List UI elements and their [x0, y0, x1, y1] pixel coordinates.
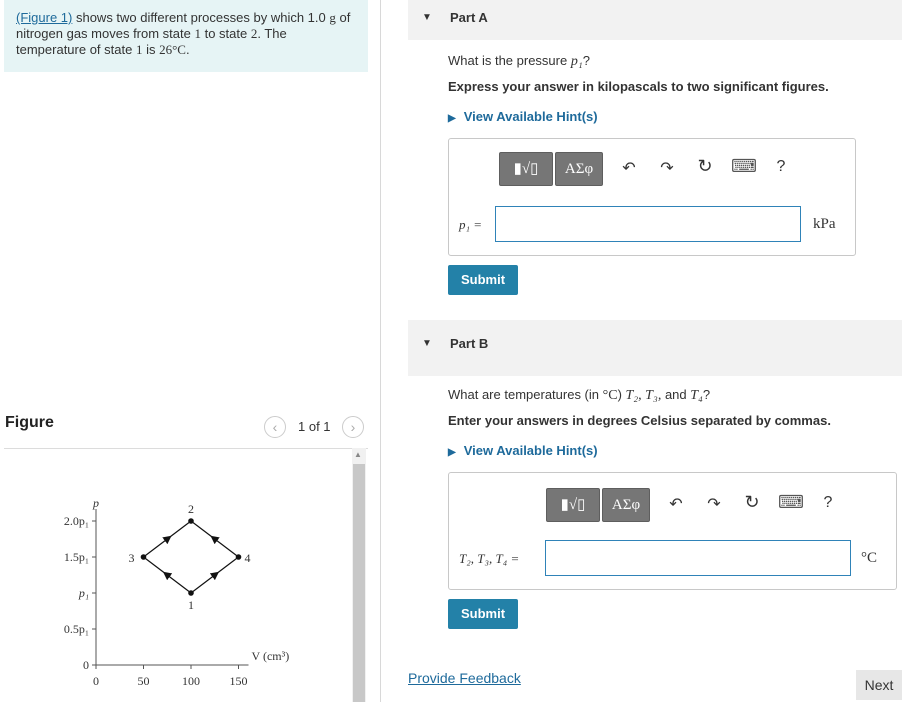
x-tick-label: 50: [137, 674, 150, 688]
templates-button[interactable]: ▮√▯: [546, 488, 600, 522]
part-b-question: [448, 387, 710, 404]
part-a-hint-text: View Available Hint(s): [463, 109, 598, 124]
part-b-question-unit: °C: [602, 388, 618, 403]
x-tick-label: 0: [93, 674, 99, 688]
part-b-header[interactable]: [408, 320, 902, 376]
pv-diagram: [0, 452, 350, 702]
scroll-up-icon[interactable]: ▲: [354, 450, 362, 459]
state-point: [188, 518, 194, 524]
keyboard-icon[interactable]: ⌨: [731, 156, 757, 176]
symbols-button[interactable]: ΑΣφ: [602, 488, 650, 522]
part-a-answer-input[interactable]: [495, 206, 801, 242]
x-axis-label: V (cm³): [251, 649, 290, 663]
state-label: 1: [188, 598, 194, 612]
part-b-submit-button[interactable]: Submit: [448, 599, 518, 629]
y-tick-label: 0: [83, 658, 89, 672]
undo-icon[interactable]: ↶: [622, 160, 636, 177]
part-b-input-label: T₂, T₃, T₄ =: [459, 551, 520, 566]
collapse-triangle-icon: ▼: [422, 338, 432, 349]
x-tick-label: 100: [182, 674, 200, 688]
part-a-answer-box: [448, 138, 856, 256]
part-b-question-d: ?: [702, 387, 711, 402]
templates-button[interactable]: ▮√▯: [499, 152, 553, 186]
help-icon[interactable]: ?: [776, 158, 786, 175]
y-tick-label: p₁: [78, 586, 89, 600]
intro-state-2: 2: [250, 26, 258, 41]
part-b-question-b: ): [617, 387, 626, 402]
keyboard-icon[interactable]: ⌨: [778, 492, 804, 512]
part-a-hint-link[interactable]: [448, 109, 598, 124]
figure-title: Figure: [5, 414, 54, 431]
part-b-answer-box: [448, 472, 897, 590]
figure-pager: [264, 414, 368, 440]
redo-icon[interactable]: ↷: [660, 160, 674, 177]
symbols-button[interactable]: ΑΣφ: [555, 152, 603, 186]
undo-icon[interactable]: ↶: [669, 496, 683, 513]
part-a-question-var: p₁: [570, 54, 583, 69]
state-label: 3: [128, 551, 135, 565]
intro-text-a: shows two different processes by which 1.0: [72, 10, 330, 25]
part-b-answer-input[interactable]: [545, 540, 851, 576]
y-tick-label: 0.5p₁: [63, 622, 89, 636]
figure-scrollbar-thumb[interactable]: [353, 464, 365, 702]
x-tick-label: 150: [229, 674, 248, 688]
part-b-unit: °C: [861, 550, 878, 566]
y-tick-label: 2.0p₁: [63, 514, 89, 528]
y-tick-label: 1.5p₁: [63, 550, 89, 564]
intro-state-1b: 1: [135, 42, 143, 57]
process-arrow: [214, 574, 216, 575]
part-a-header[interactable]: [408, 0, 902, 40]
part-a-question-a: What is the pressure: [448, 53, 571, 68]
state-point: [188, 590, 194, 596]
part-b-question-var4: T₄: [690, 388, 703, 403]
part-b-hint-text: View Available Hint(s): [463, 443, 598, 458]
part-b-question-vars: T₂, T₃,: [625, 388, 662, 403]
intro-temp: 26°C: [159, 42, 186, 57]
part-a-question: [448, 53, 590, 70]
reset-icon[interactable]: ↻: [697, 156, 713, 176]
part-a-unit: kPa: [813, 216, 836, 232]
state-label: 2: [188, 502, 194, 516]
collapse-triangle-icon: ▼: [422, 12, 432, 23]
intro-text-c: to state: [200, 26, 251, 41]
part-a-submit-button[interactable]: Submit: [448, 265, 518, 295]
problem-intro: [4, 0, 368, 72]
caret-right-icon: ▶: [448, 113, 456, 124]
caret-right-icon: ▶: [448, 447, 456, 458]
intro-text-b: of nitrogen gas moves from state: [16, 10, 351, 41]
process-arrow: [166, 538, 168, 539]
part-b-question-c: and: [661, 387, 691, 402]
chevron-right-icon[interactable]: ›: [342, 416, 364, 438]
next-button[interactable]: Next: [856, 670, 902, 700]
redo-icon[interactable]: ↷: [707, 496, 721, 513]
process-arrow: [166, 574, 168, 575]
intro-unit-g: g: [329, 10, 336, 25]
part-b-hint-link[interactable]: [448, 443, 598, 458]
part-b-toolbar: [546, 488, 886, 522]
part-a-title: Part A: [450, 10, 488, 25]
part-b-title: Part B: [450, 336, 489, 351]
intro-text-d: . The temperature of state: [16, 26, 287, 57]
part-b-instruction: Enter your answers in degrees Celsius separated by commas.: [448, 413, 831, 428]
figure-top-border: [4, 448, 368, 449]
help-icon[interactable]: ?: [823, 494, 833, 511]
column-divider: [380, 0, 381, 702]
part-a-question-b: ?: [582, 53, 590, 68]
intro-text-e: is: [142, 42, 160, 57]
part-a-instruction: Express your answer in kilopascals to two significant figures.: [448, 79, 829, 94]
state-label: 4: [244, 551, 251, 565]
intro-text-f: .: [185, 42, 190, 57]
state-point: [141, 554, 147, 560]
reset-icon[interactable]: ↻: [744, 492, 760, 512]
part-b-question-a: What are temperatures (in: [448, 387, 603, 402]
provide-feedback-link[interactable]: Provide Feedback: [408, 670, 521, 686]
state-point: [236, 554, 242, 560]
y-axis-label: p: [93, 496, 99, 510]
part-a-toolbar: [499, 152, 889, 186]
process-arrow: [214, 538, 216, 539]
intro-state-1: 1: [194, 26, 201, 41]
part-a-input-label: p₁ =: [459, 217, 483, 232]
chevron-left-icon[interactable]: ‹: [264, 416, 286, 438]
figure-link[interactable]: (Figure 1): [16, 10, 73, 25]
figure-pager-text: 1 of 1: [298, 419, 331, 434]
